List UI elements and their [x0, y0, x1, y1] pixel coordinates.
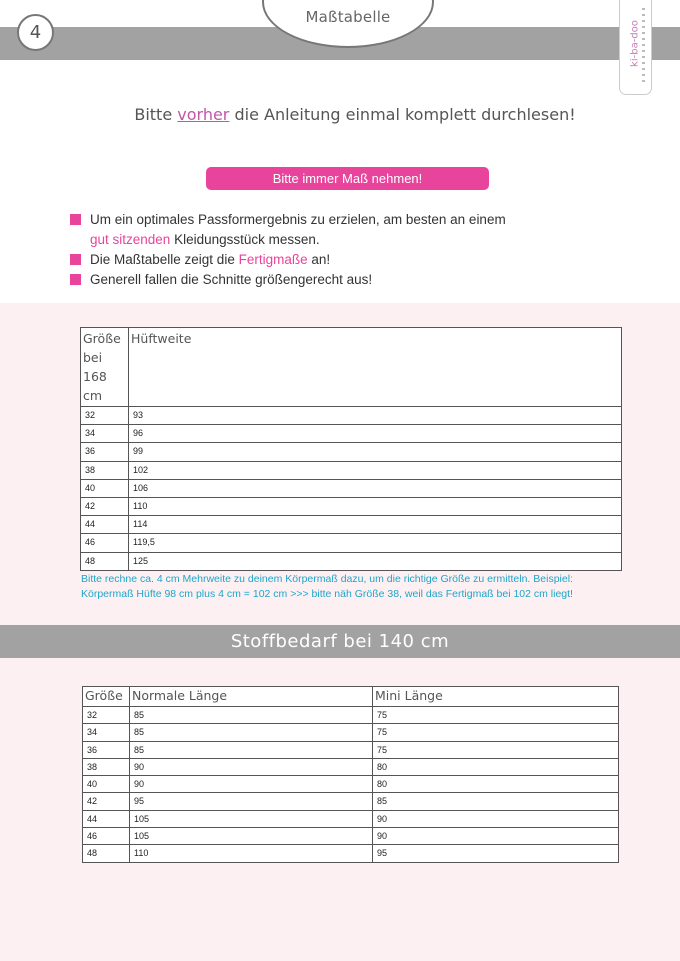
hip-cell: 114: [129, 516, 622, 534]
table-row: [83, 793, 619, 810]
mini-length-cell: 75: [373, 724, 619, 741]
size-hint-note: Bitte rechne ca. 4 cm Mehrweite zu deinem Körpermaß dazu, um die richtige Größe zu ermitteln. Beispiel: Körpermaß Hüfte 98 cm plus 4 cm = 102 cm >>> bitte näh Größe 38, weil das Fertigmaß bei 102 cm liegt!: [81, 573, 573, 600]
table-row: [81, 407, 622, 425]
size-cell: 34: [81, 425, 129, 443]
size-cell: 44: [81, 516, 129, 534]
table-row: [81, 497, 622, 515]
normal-length-cell: 85: [130, 741, 373, 758]
table-row: [83, 810, 619, 827]
hip-cell: 99: [129, 443, 622, 461]
bullet-square-icon: [70, 274, 81, 285]
table-header-row: [83, 687, 619, 707]
normal-length-cell: 105: [130, 828, 373, 845]
table-row: [81, 443, 622, 461]
fabric-table: [82, 686, 619, 863]
hip-cell: 119,5: [129, 534, 622, 552]
measure-banner: Bitte immer Maß nehmen!: [206, 167, 489, 190]
read-instructions-line: Bitte vorher die Anleitung einmal komplett durchlesen!: [134, 105, 576, 124]
normal-length-cell: 85: [130, 707, 373, 724]
mini-length-cell: 80: [373, 758, 619, 775]
size-cell: 38: [81, 461, 129, 479]
size-cell: 48: [83, 845, 130, 862]
mini-length-cell: 75: [373, 707, 619, 724]
size-cell: 40: [83, 776, 130, 793]
mini-length-cell: 90: [373, 810, 619, 827]
hip-cell: 102: [129, 461, 622, 479]
column-header-normal-length: Normale Länge: [130, 687, 373, 707]
size-cell: 38: [83, 758, 130, 775]
info-bullets: [70, 210, 590, 290]
column-header-hip: Hüftweite: [129, 328, 622, 407]
size-cell: 32: [81, 407, 129, 425]
size-cell: 48: [81, 552, 129, 570]
size-cell: 46: [81, 534, 129, 552]
page-title: Maßtabelle: [305, 8, 391, 26]
table-row: [83, 845, 619, 862]
table-row: [81, 461, 622, 479]
size-cell: 32: [83, 707, 130, 724]
table-row: [83, 828, 619, 845]
hip-cell: 106: [129, 479, 622, 497]
brand-logo-text: ki-ba-doo: [629, 20, 641, 67]
column-header-size: Größe: [83, 687, 130, 707]
table-row: [81, 479, 622, 497]
table-row: [81, 534, 622, 552]
size-cell: 42: [83, 793, 130, 810]
hip-cell: 110: [129, 497, 622, 515]
mini-length-cell: 80: [373, 776, 619, 793]
bullet-fit: Um ein optimales Passformergebnis zu erzielen, am besten an einem gut sitzenden Kleidungsstück messen.: [70, 210, 590, 250]
normal-length-cell: 105: [130, 810, 373, 827]
page-number: 4: [17, 14, 54, 51]
hip-cell: 96: [129, 425, 622, 443]
normal-length-cell: 90: [130, 776, 373, 793]
mini-length-cell: 75: [373, 741, 619, 758]
size-cell: 36: [81, 443, 129, 461]
read-before-emphasis: vorher: [177, 105, 230, 124]
mini-length-cell: 95: [373, 845, 619, 862]
bullet-square-icon: [70, 254, 81, 265]
bullet-true-to-size: Generell fallen die Schnitte größengerecht aus!: [70, 270, 590, 290]
logo-dots: [642, 8, 645, 86]
normal-length-cell: 110: [130, 845, 373, 862]
normal-length-cell: 95: [130, 793, 373, 810]
size-cell: 34: [83, 724, 130, 741]
size-cell: 36: [83, 741, 130, 758]
table-header-row: [81, 328, 622, 407]
table-row: [83, 741, 619, 758]
fabric-section-title: Stoffbedarf bei 140 cm: [230, 631, 450, 652]
mini-length-cell: 85: [373, 793, 619, 810]
normal-length-cell: 85: [130, 724, 373, 741]
size-cell: 46: [83, 828, 130, 845]
bullet-finished-measure: Die Maßtabelle zeigt die Fertigmaße an!: [70, 250, 590, 270]
table-row: [81, 552, 622, 570]
normal-length-cell: 90: [130, 758, 373, 775]
hip-cell: 93: [129, 407, 622, 425]
hip-cell: 125: [129, 552, 622, 570]
table-row: [83, 724, 619, 741]
bullet-square-icon: [70, 214, 81, 225]
table-row: [81, 425, 622, 443]
size-cell: 44: [83, 810, 130, 827]
size-table: [80, 327, 622, 571]
mini-length-cell: 90: [373, 828, 619, 845]
table-row: [83, 776, 619, 793]
table-row: [83, 758, 619, 775]
column-header-size: Größe bei 168 cm: [81, 328, 129, 407]
column-header-mini-length: Mini Länge: [373, 687, 619, 707]
size-cell: 42: [81, 497, 129, 515]
size-cell: 40: [81, 479, 129, 497]
table-row: [81, 516, 622, 534]
table-row: [83, 707, 619, 724]
